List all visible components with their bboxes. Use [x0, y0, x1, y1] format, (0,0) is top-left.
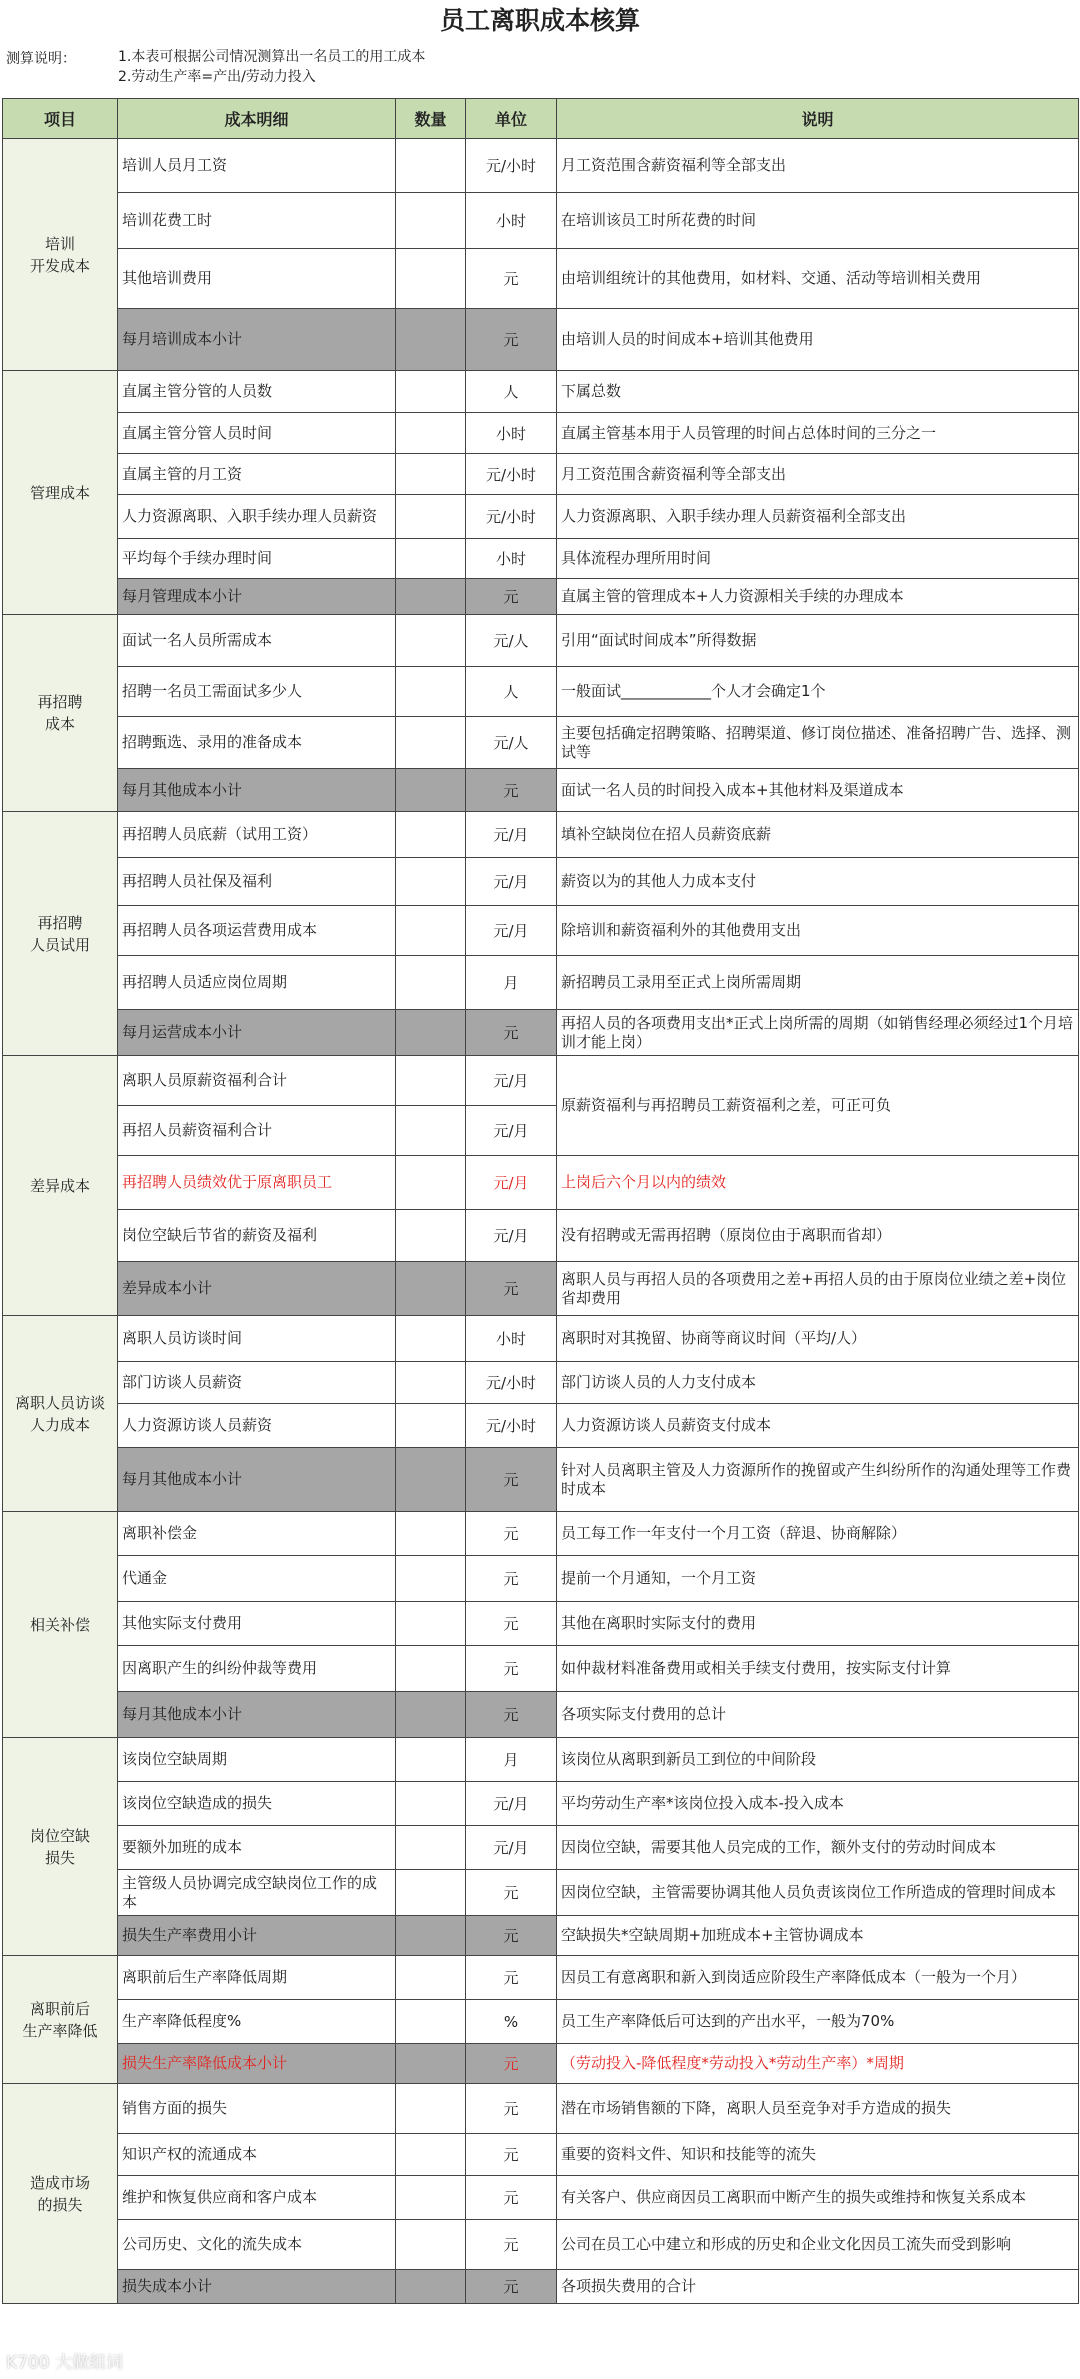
cost-item-cell: 培训花费工时	[118, 193, 396, 249]
unit-cell: 元	[466, 1956, 557, 2000]
table-row	[3, 1738, 1079, 1782]
unit-cell: 小时	[466, 539, 557, 579]
quantity-cell[interactable]	[396, 1056, 466, 1106]
unit-cell: 元	[466, 1512, 557, 1556]
quantity-cell[interactable]	[396, 1404, 466, 1448]
unit-cell: %	[466, 2000, 557, 2044]
cost-table	[2, 98, 1079, 2304]
quantity-cell[interactable]	[396, 2044, 466, 2084]
cost-item-cell: 公司历史、文化的流失成本	[118, 2220, 396, 2270]
description-cell: 该岗位从离职到新员工到位的中间阶段	[557, 1738, 1079, 1782]
table-row	[3, 615, 1079, 667]
description-cell: 员工生产率降低后可达到的产出水平，一般为70%	[557, 2000, 1079, 2044]
quantity-cell[interactable]	[396, 906, 466, 956]
quantity-cell[interactable]	[396, 1316, 466, 1362]
unit-cell: 元	[466, 1010, 557, 1056]
table-row	[3, 717, 1079, 769]
header-desc: 说明	[557, 99, 1079, 139]
table-row	[3, 1404, 1079, 1448]
table-row	[3, 2084, 1079, 2134]
unit-cell: 元/小时	[466, 1362, 557, 1404]
description-cell: 由培训组统计的其他费用，如材料、交通、活动等培训相关费用	[557, 249, 1079, 309]
category-cell: 造成市场 的损失	[3, 2084, 118, 2304]
unit-cell: 元/小时	[466, 454, 557, 495]
quantity-cell[interactable]	[396, 495, 466, 539]
table-row	[3, 139, 1079, 193]
unit-cell: 人	[466, 667, 557, 717]
unit-cell: 元	[466, 1870, 557, 1916]
cost-item-cell: 再招聘人员社保及福利	[118, 858, 396, 906]
description-cell: 人力资源访谈人员薪资支付成本	[557, 1404, 1079, 1448]
cost-item-cell: 该岗位空缺造成的损失	[118, 1782, 396, 1826]
unit-cell: 元	[466, 2220, 557, 2270]
unit-cell: 元	[466, 579, 557, 615]
description-cell: 月工资范围含薪资福利等全部支出	[557, 454, 1079, 495]
description-cell: 填补空缺岗位在招人员薪资底薪	[557, 812, 1079, 858]
description-cell: 如仲裁材料准备费用或相关手续支付费用，按实际支付计算	[557, 1646, 1079, 1692]
page-title: 员工离职成本核算	[439, 6, 640, 35]
cost-item-cell: 离职人员访谈时间	[118, 1316, 396, 1362]
quantity-cell[interactable]	[396, 371, 466, 413]
table-row	[3, 1916, 1079, 1956]
cost-item-cell: 每月培训成本小计	[118, 309, 396, 371]
description-cell: 上岗后六个月以内的绩效	[557, 1156, 1079, 1210]
description-cell: 一般面试____________个人才会确定1个	[557, 667, 1079, 717]
description-cell: 新招聘员工录用至正式上岗所需周期	[557, 956, 1079, 1010]
table-row	[3, 1210, 1079, 1262]
unit-cell: 元/人	[466, 615, 557, 667]
unit-cell: 元	[466, 2044, 557, 2084]
unit-cell: 元	[466, 1556, 557, 1602]
quantity-cell[interactable]	[396, 1738, 466, 1782]
table-row	[3, 1646, 1079, 1692]
unit-cell: 元/小时	[466, 139, 557, 193]
quantity-cell[interactable]	[396, 193, 466, 249]
table-row	[3, 812, 1079, 858]
description-cell: 离职时对其挽留、协商等商议时间（平均/人）	[557, 1316, 1079, 1362]
description-cell: 由培训人员的时间成本+培训其他费用	[557, 309, 1079, 371]
table-row	[3, 1262, 1079, 1316]
quantity-cell[interactable]	[396, 1692, 466, 1738]
watermark-logo: K700 大做组词	[6, 2353, 123, 2373]
unit-cell: 元/月	[466, 858, 557, 906]
category-cell: 差异成本	[3, 1056, 118, 1316]
quantity-cell[interactable]	[396, 812, 466, 858]
cost-item-cell: 再招人员薪资福利合计	[118, 1106, 396, 1156]
table-body	[3, 139, 1079, 2304]
description-cell: 在培训该员工时所花费的时间	[557, 193, 1079, 249]
category-cell: 再招聘 人员试用	[3, 812, 118, 1056]
cost-item-cell: 其他实际支付费用	[118, 1602, 396, 1646]
table-header-row	[3, 99, 1079, 139]
table-row	[3, 309, 1079, 371]
table-row	[3, 2000, 1079, 2044]
note-label: 测算说明：	[6, 51, 76, 67]
table-row	[3, 495, 1079, 539]
unit-cell: 元	[466, 309, 557, 371]
description-cell: 因岗位空缺，主管需要协调其他人员负责该岗位工作所造成的管理时间成本	[557, 1870, 1079, 1916]
cost-item-cell: 岗位空缺后节省的薪资及福利	[118, 1210, 396, 1262]
cost-item-cell: 离职前后生产率降低周期	[118, 1956, 396, 2000]
note-lines	[118, 47, 425, 87]
quantity-cell[interactable]	[396, 2084, 466, 2134]
quantity-cell[interactable]	[396, 1956, 466, 2000]
cost-item-cell: 差异成本小计	[118, 1262, 396, 1316]
cost-item-cell: 每月其他成本小计	[118, 1692, 396, 1738]
cost-item-cell: 主管级人员协调完成空缺岗位工作的成本	[118, 1870, 396, 1916]
cost-item-cell: 招聘甄选、录用的准备成本	[118, 717, 396, 769]
unit-cell: 元	[466, 1448, 557, 1512]
description-cell: 针对人员离职主管及人力资源所作的挽留或产生纠纷所作的沟通处理等工作费时成本	[557, 1448, 1079, 1512]
cost-item-cell: 损失生产率降低成本小计	[118, 2044, 396, 2084]
unit-cell: 元	[466, 1916, 557, 1956]
unit-cell: 元/小时	[466, 1404, 557, 1448]
cost-item-cell: 直属主管分管的人员数	[118, 371, 396, 413]
category-cell: 培训 开发成本	[3, 139, 118, 371]
description-cell: 引用“面试时间成本”所得数据	[557, 615, 1079, 667]
quantity-cell[interactable]	[396, 1156, 466, 1210]
description-cell: 空缺损失*空缺周期+加班成本+主管协调成本	[557, 1916, 1079, 1956]
unit-cell: 元	[466, 249, 557, 309]
quantity-cell[interactable]	[396, 1448, 466, 1512]
unit-cell: 元	[466, 1646, 557, 1692]
description-cell: 离职人员与再招人员的各项费用之差+再招人员的由于原岗位业绩之差+岗位省却费用	[557, 1262, 1079, 1316]
quantity-cell[interactable]	[396, 1870, 466, 1916]
quantity-cell[interactable]	[396, 1106, 466, 1156]
unit-cell: 元/月	[466, 1156, 557, 1210]
description-cell: 直属主管基本用于人员管理的时间占总体时间的三分之一	[557, 413, 1079, 454]
unit-cell: 元/月	[466, 812, 557, 858]
description-cell: （劳动投入-降低程度*劳动投入*劳动生产率）*周期	[557, 2044, 1079, 2084]
description-cell: 员工每工作一年支付一个月工资（辞退、协商解除）	[557, 1512, 1079, 1556]
table-row	[3, 956, 1079, 1010]
description-cell: 提前一个月通知，一个月工资	[557, 1556, 1079, 1602]
cost-item-cell: 每月管理成本小计	[118, 579, 396, 615]
unit-cell: 月	[466, 1738, 557, 1782]
cost-item-cell: 该岗位空缺周期	[118, 1738, 396, 1782]
cost-item-cell: 培训人员月工资	[118, 139, 396, 193]
quantity-cell[interactable]	[396, 615, 466, 667]
quantity-cell[interactable]	[396, 1602, 466, 1646]
table-row	[3, 2176, 1079, 2220]
cost-item-cell: 每月运营成本小计	[118, 1010, 396, 1056]
quantity-cell[interactable]	[396, 1826, 466, 1870]
table-row	[3, 413, 1079, 454]
category-cell: 离职前后 生产率降低	[3, 1956, 118, 2084]
unit-cell: 元/月	[466, 1826, 557, 1870]
category-cell: 岗位空缺 损失	[3, 1738, 118, 1956]
quantity-cell[interactable]	[396, 2134, 466, 2176]
table-row	[3, 1010, 1079, 1056]
table-row	[3, 371, 1079, 413]
description-cell: 公司在员工心中建立和形成的历史和企业文化因员工流失而受到影响	[557, 2220, 1079, 2270]
quantity-cell[interactable]	[396, 1646, 466, 1692]
unit-cell: 元/月	[466, 1056, 557, 1106]
quantity-cell[interactable]	[396, 1556, 466, 1602]
table-row	[3, 769, 1079, 812]
quantity-cell[interactable]	[396, 1362, 466, 1404]
quantity-cell[interactable]	[396, 413, 466, 454]
unit-cell: 人	[466, 371, 557, 413]
cost-item-cell: 直属主管分管人员时间	[118, 413, 396, 454]
unit-cell: 元	[466, 1602, 557, 1646]
quantity-cell[interactable]	[396, 769, 466, 812]
cost-item-cell: 平均每个手续办理时间	[118, 539, 396, 579]
cost-item-cell: 维护和恢复供应商和客户成本	[118, 2176, 396, 2220]
description-cell: 下属总数	[557, 371, 1079, 413]
unit-cell: 元/月	[466, 1210, 557, 1262]
quantity-cell[interactable]	[396, 717, 466, 769]
table-row	[3, 906, 1079, 956]
unit-cell: 元	[466, 1692, 557, 1738]
unit-cell: 元/人	[466, 717, 557, 769]
quantity-cell[interactable]	[396, 2000, 466, 2044]
cost-item-cell: 招聘一名员工需面试多少人	[118, 667, 396, 717]
table-row	[3, 1870, 1079, 1916]
quantity-cell[interactable]	[396, 2176, 466, 2220]
cost-item-cell: 要额外加班的成本	[118, 1826, 396, 1870]
table-row	[3, 858, 1079, 906]
quantity-cell[interactable]	[396, 858, 466, 906]
cost-item-cell: 部门访谈人员薪资	[118, 1362, 396, 1404]
quantity-cell[interactable]	[396, 309, 466, 371]
table-row	[3, 1056, 1079, 1106]
note-line-1: 1.本表可根据公司情况测算出一名员工的用工成本	[118, 49, 426, 65]
unit-cell: 元/小时	[466, 495, 557, 539]
header-unit: 单位	[466, 99, 557, 139]
description-cell: 主要包括确定招聘策略、招聘渠道、修订岗位描述、准备招聘广告、选择、测试等	[557, 717, 1079, 769]
description-cell: 薪资以为的其他人力成本支付	[557, 858, 1079, 906]
cost-item-cell: 因离职产生的纠纷仲裁等费用	[118, 1646, 396, 1692]
description-cell: 原薪资福利与再招聘员工薪资福利之差，可正可负	[557, 1056, 1079, 1156]
quantity-cell[interactable]	[396, 1010, 466, 1056]
description-cell: 直属主管的管理成本+人力资源相关手续的办理成本	[557, 579, 1079, 615]
unit-cell: 元	[466, 2176, 557, 2220]
description-cell: 重要的资料文件、知识和技能等的流失	[557, 2134, 1079, 2176]
category-cell: 相关补偿	[3, 1512, 118, 1738]
unit-cell: 小时	[466, 1316, 557, 1362]
cost-item-cell: 直属主管的月工资	[118, 454, 396, 495]
table-row	[3, 1692, 1079, 1738]
quantity-cell[interactable]	[396, 2270, 466, 2304]
table-row	[3, 1556, 1079, 1602]
cost-item-cell: 离职补偿金	[118, 1512, 396, 1556]
quantity-cell[interactable]	[396, 2220, 466, 2270]
table-row	[3, 193, 1079, 249]
description-cell: 因员工有意离职和新入到岗适应阶段生产率降低成本（一般为一个月）	[557, 1956, 1079, 2000]
unit-cell: 月	[466, 956, 557, 1010]
unit-cell: 小时	[466, 193, 557, 249]
table-row	[3, 1956, 1079, 2000]
header-project: 项目	[3, 99, 118, 139]
cost-item-cell: 人力资源离职、入职手续办理人员薪资	[118, 495, 396, 539]
table-row	[3, 1316, 1079, 1362]
unit-cell: 小时	[466, 413, 557, 454]
description-cell: 其他在离职时实际支付的费用	[557, 1602, 1079, 1646]
unit-cell: 元/月	[466, 1782, 557, 1826]
unit-cell: 元	[466, 2270, 557, 2304]
description-cell: 因岗位空缺，需要其他人员完成的工作，额外支付的劳动时间成本	[557, 1826, 1079, 1870]
description-cell: 具体流程办理所用时间	[557, 539, 1079, 579]
description-cell: 面试一名人员的时间投入成本+其他材料及渠道成本	[557, 769, 1079, 812]
table-row	[3, 667, 1079, 717]
quantity-cell[interactable]	[396, 579, 466, 615]
cost-item-cell: 每月其他成本小计	[118, 1448, 396, 1512]
description-cell: 潜在市场销售额的下降，离职人员至竞争对手方造成的损失	[557, 2084, 1079, 2134]
table-row	[3, 454, 1079, 495]
description-cell: 部门访谈人员的人力支付成本	[557, 1362, 1079, 1404]
table-row	[3, 1826, 1079, 1870]
table-row	[3, 579, 1079, 615]
table-row	[3, 1156, 1079, 1210]
quantity-cell[interactable]	[396, 667, 466, 717]
description-cell: 各项损失费用的合计	[557, 2270, 1079, 2304]
cost-item-cell: 再招聘人员各项运营费用成本	[118, 906, 396, 956]
table-row	[3, 2134, 1079, 2176]
cost-item-cell: 损失成本小计	[118, 2270, 396, 2304]
table-row	[3, 1512, 1079, 1556]
quantity-cell[interactable]	[396, 1262, 466, 1316]
table-row	[3, 1362, 1079, 1404]
header-qty: 数量	[396, 99, 466, 139]
category-cell: 离职人员访谈 人力成本	[3, 1316, 118, 1512]
table-row	[3, 1782, 1079, 1826]
cost-item-cell: 其他培训费用	[118, 249, 396, 309]
cost-item-cell: 生产率降低程度%	[118, 2000, 396, 2044]
category-cell: 再招聘 成本	[3, 615, 118, 812]
table-row	[3, 249, 1079, 309]
quantity-cell[interactable]	[396, 539, 466, 579]
unit-cell: 元	[466, 1262, 557, 1316]
unit-cell: 元	[466, 2084, 557, 2134]
table-row	[3, 2270, 1079, 2304]
description-cell: 除培训和薪资福利外的其他费用支出	[557, 906, 1079, 956]
quantity-cell[interactable]	[396, 1782, 466, 1826]
category-cell: 管理成本	[3, 371, 118, 615]
note-line-2: 2.劳动生产率=产出/劳动力投入	[118, 69, 316, 85]
description-cell: 没有招聘或无需再招聘（原岗位由于离职而省却）	[557, 1210, 1079, 1262]
table-row	[3, 2044, 1079, 2084]
description-cell: 人力资源离职、入职手续办理人员薪资福利全部支出	[557, 495, 1079, 539]
table-row	[3, 539, 1079, 579]
unit-cell: 元	[466, 2134, 557, 2176]
header-detail: 成本明细	[118, 99, 396, 139]
description-cell: 各项实际支付费用的总计	[557, 1692, 1079, 1738]
cost-item-cell: 面试一名人员所需成本	[118, 615, 396, 667]
cost-item-cell: 离职人员原薪资福利合计	[118, 1056, 396, 1106]
unit-cell: 元	[466, 769, 557, 812]
quantity-cell[interactable]	[396, 1210, 466, 1262]
description-cell: 平均劳动生产率*该岗位投入成本-投入成本	[557, 1782, 1079, 1826]
cost-item-cell: 每月其他成本小计	[118, 769, 396, 812]
description-cell: 有关客户、供应商因员工离职而中断产生的损失或维持和恢复关系成本	[557, 2176, 1079, 2220]
unit-cell: 元/月	[466, 906, 557, 956]
unit-cell: 元/月	[466, 1106, 557, 1156]
table-row	[3, 1602, 1079, 1646]
cost-item-cell: 人力资源访谈人员薪资	[118, 1404, 396, 1448]
description-cell: 再招人员的各项费用支出*正式上岗所需的周期（如销售经理必须经过1个月培训才能上岗）	[557, 1010, 1079, 1056]
quantity-cell[interactable]	[396, 1512, 466, 1556]
cost-item-cell: 损失生产率费用小计	[118, 1916, 396, 1956]
cost-item-cell: 再招聘人员底薪（试用工资）	[118, 812, 396, 858]
quantity-cell[interactable]	[396, 139, 466, 193]
cost-item-cell: 再招聘人员绩效优于原离职员工	[118, 1156, 396, 1210]
cost-item-cell: 知识产权的流通成本	[118, 2134, 396, 2176]
quantity-cell[interactable]	[396, 956, 466, 1010]
cost-item-cell: 代通金	[118, 1556, 396, 1602]
quantity-cell[interactable]	[396, 249, 466, 309]
quantity-cell[interactable]	[396, 1916, 466, 1956]
cost-item-cell: 销售方面的损失	[118, 2084, 396, 2134]
quantity-cell[interactable]	[396, 454, 466, 495]
description-cell: 月工资范围含薪资福利等全部支出	[557, 139, 1079, 193]
table-row	[3, 1448, 1079, 1512]
cost-item-cell: 再招聘人员适应岗位周期	[118, 956, 396, 1010]
table-row	[3, 2220, 1079, 2270]
